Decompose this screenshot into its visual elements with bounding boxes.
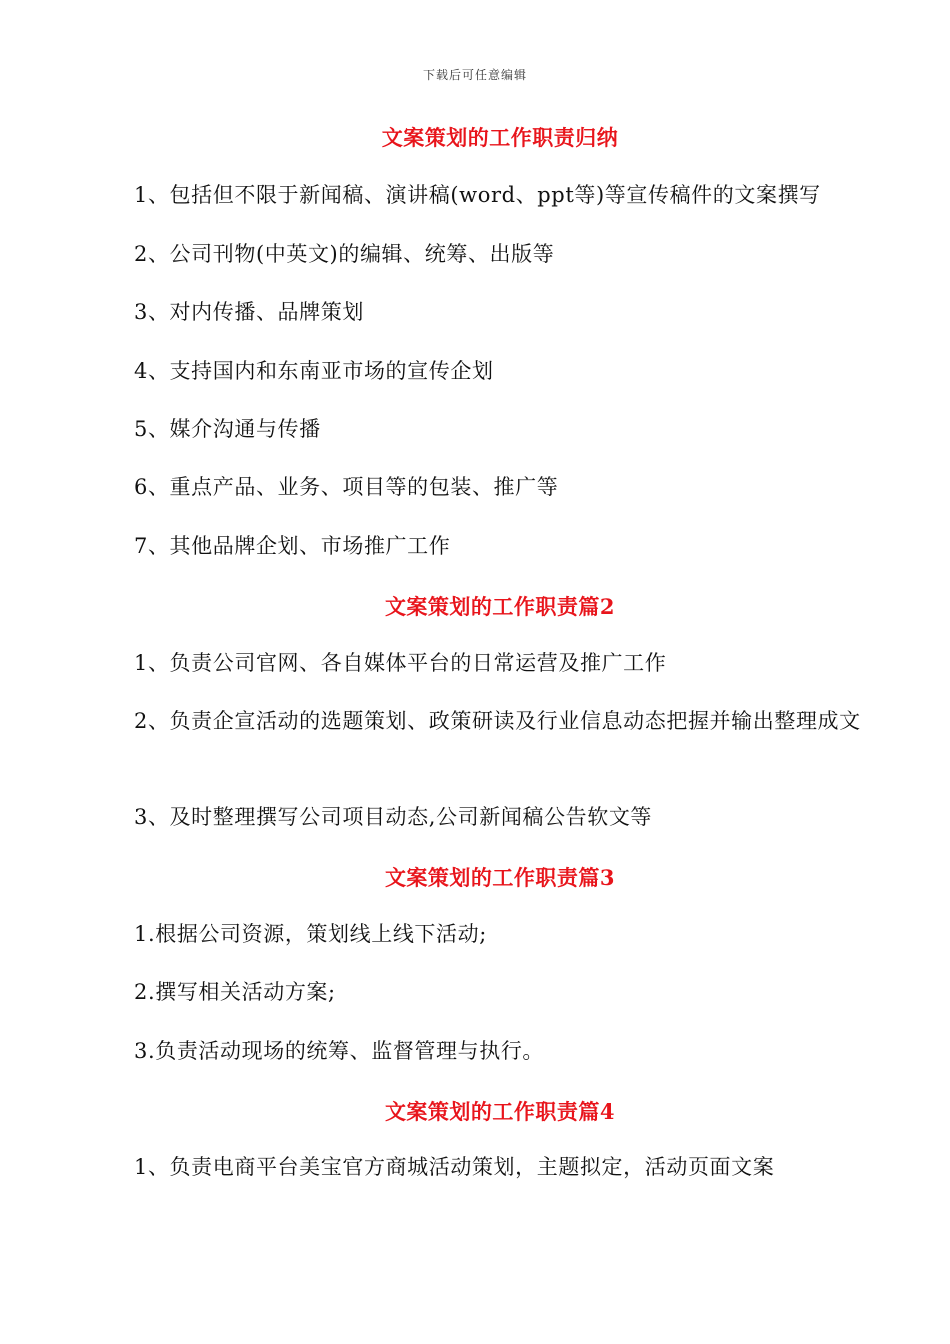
section-title-1: 文案策划的工作职责归纳 xyxy=(381,125,619,150)
section-1-item-5: 5、媒介沟通与传播 xyxy=(134,417,321,441)
section-title-3: 文案策划的工作职责篇3 xyxy=(384,865,616,890)
section-3-item-1: 1.根据公司资源，策划线上线下活动; xyxy=(134,922,487,946)
section-3-item-2: 2.撰写相关活动方案; xyxy=(134,980,336,1004)
section-1-item-3: 3、对内传播、品牌策划 xyxy=(134,300,364,324)
section-4-item-1: 1、负责电商平台美宝官方商城活动策划，主题拟定，活动页面文案 xyxy=(134,1155,775,1179)
section-1-item-6: 6、重点产品、业务、项目等的包装、推广等 xyxy=(134,475,559,499)
section-title-4: 文案策划的工作职责篇4 xyxy=(384,1099,616,1124)
section-title-2: 文案策划的工作职责篇2 xyxy=(384,594,616,619)
section-1-item-2: 2、公司刊物(中英文)的编辑、统筹、出版等 xyxy=(134,242,555,266)
section-1-item-7: 7、其他品牌企划、市场推广工作 xyxy=(134,534,451,558)
section-3-item-3: 3.负责活动现场的统筹、监督管理与执行。 xyxy=(134,1039,545,1063)
section-2-item-2: 2、负责企宣活动的选题策划、政策研读及行业信息动态把握并输出整理成文 xyxy=(134,709,861,733)
section-1-item-4: 4、支持国内和东南亚市场的宣传企划 xyxy=(134,359,494,383)
section-2-item-1: 1、负责公司官网、各自媒体平台的日常运营及推广工作 xyxy=(134,651,667,675)
section-2-item-3: 3、及时整理撰写公司项目动态,公司新闻稿公告软文等 xyxy=(134,805,653,829)
header-note: 下载后可任意编辑 xyxy=(422,68,527,82)
section-1-item-1: 1、包括但不限于新闻稿、演讲稿(word、ppt等)等宣传稿件的文案撰写 xyxy=(134,183,821,207)
